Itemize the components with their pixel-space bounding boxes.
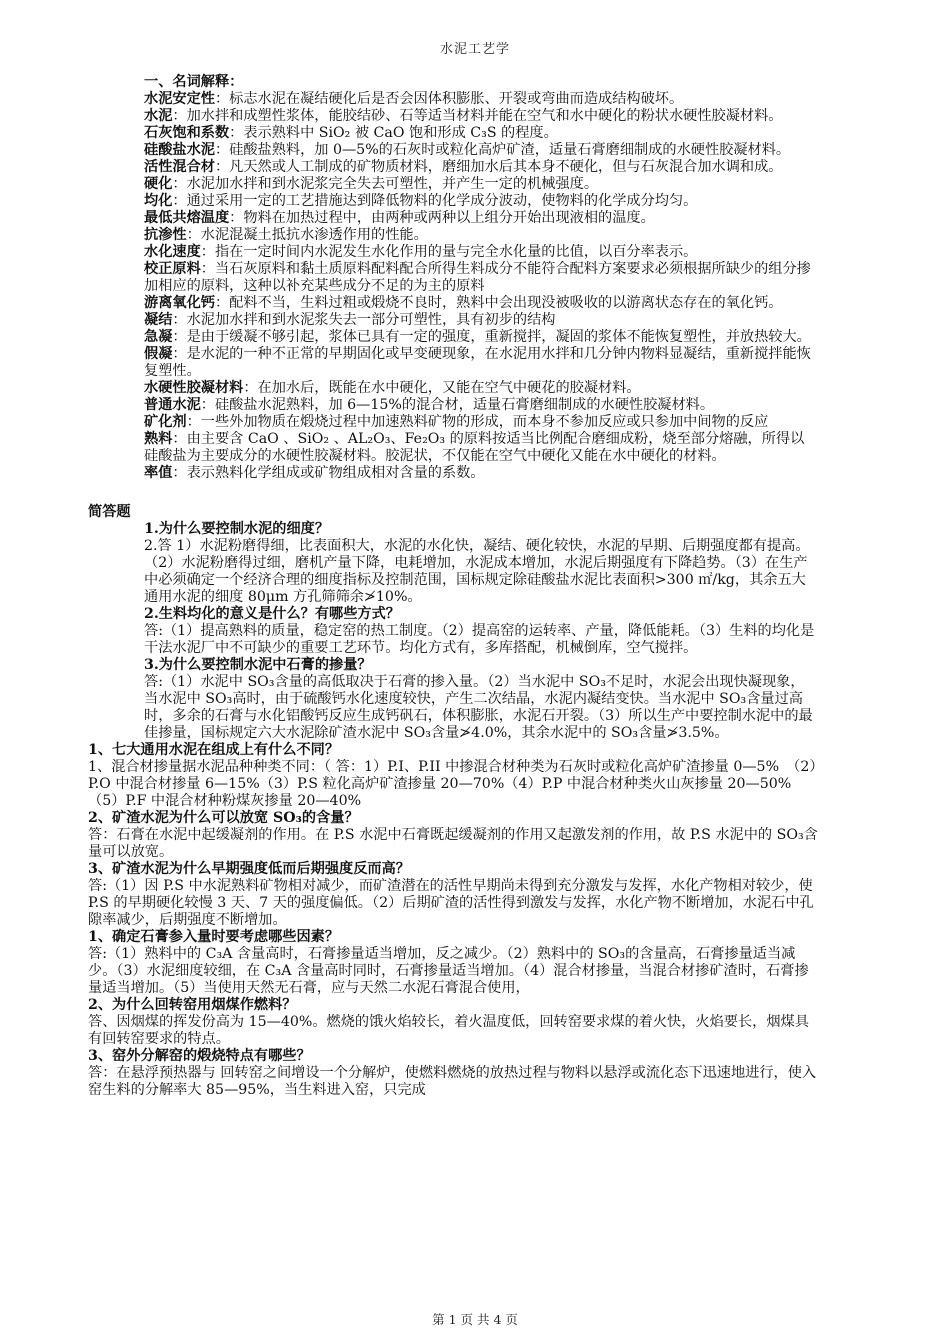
definition-item (144, 125, 818, 142)
definition-item (144, 312, 818, 329)
question: 3、矿渣水泥为什么早期强度低而后期强度反而高？ (88, 861, 410, 877)
answer: 答:（1）因 P.S 中水泥熟料矿物相对减少，而矿渣潜在的活性早期尚未得到充分激发与发挥，水化产物相对较少，使 P.S 的早期硬化较慢 3 天、7 天的强度偏低。（2）后期矿渣的活性得到激发与发挥，水化产物不断增加，水泥石中孔隙率减少，后期强度不断增加。 (88, 878, 814, 928)
answer: 1、混合材掺量据水泥品种种类不同：（ 答：1）P.I、P.II 中掺混合材种类为石灰时或粒化高炉矿渣掺量 0—5% （2）P.O 中混合材掺量 6—15%（3）P.S 粒化高炉矿渣掺量 20—70%（4）P.P 中混合材种类火山灰掺量 20—50% （5）P.F 中混合材种粉煤灰掺量 20—40% (88, 759, 817, 809)
definition-term: 水泥 (144, 108, 173, 124)
definition-term: 水化速度 (144, 244, 201, 260)
definition-item (144, 210, 818, 227)
glossary-section (88, 74, 818, 482)
definition-text: ：水泥加水拌和到水泥浆完全失去可塑性，并产生一定的机械强度。 (172, 176, 599, 192)
definition-item (144, 244, 818, 261)
question: 2、为什么回转窑用烟煤作燃料？ (88, 997, 297, 1013)
definition-text: ：一些外加物质在煅烧过程中加速熟料矿物的形成，而本身不参加反应或只参加中间物的反应 (186, 414, 769, 430)
definition-term: 矿化剂 (144, 414, 187, 430)
definition-item (144, 176, 818, 193)
definition-item (144, 295, 818, 312)
definition-term: 熟料 (144, 431, 173, 447)
definition-item (144, 227, 818, 244)
definition-text: ：由主要含 CaO 、SiO₂ 、AL₂O₃、Fe₂O₃ 的原料按适当比例配合磨细成粉，烧至部分熔融，所得以硅酸盐为主要成分的水硬性胶凝材料。胶泥状，不仅能在空气中硬化又能在水中硬化的材料。 (144, 431, 805, 464)
answer: 答、因烟煤的挥发份高为 15—40%。燃烧的饿火焰较长，着火温度低，回转窑要求煤的着火快，火焰要长，烟煤具有回转窑要求的特点。 (88, 1014, 809, 1047)
definition-term: 假凝 (144, 346, 173, 362)
definition-text: ：硅酸盐熟料，加 0—5%的石灰时或粒化高炉矿渣，适量石膏磨细制成的水硬性胶凝材料。 (214, 142, 791, 158)
definition-text: ：当石灰原料和黏土质原料配料配合所得生料成分不能符合配料方案要求必须根据所缺少的组分掺加相应的原料，这种以补充某些成分不足的为主的原料 (144, 261, 811, 294)
page-header: 水泥工艺学 (439, 42, 510, 57)
definition-text: ：在加水后，既能在水中硬化，又能在空气中硬花的胶凝材料。 (243, 380, 641, 396)
definition-item (144, 346, 818, 380)
definition-term: 抗渗性 (144, 227, 187, 243)
definition-term: 均化 (144, 193, 173, 209)
question: 2.生料均化的意义是什么？有哪些方式？ (144, 606, 400, 622)
definition-item (144, 159, 818, 176)
definition-term: 水泥安定性 (144, 91, 215, 107)
qa-list (88, 742, 818, 1099)
definition-term: 最低共熔温度 (144, 210, 230, 226)
definition-term: 率值 (144, 465, 173, 481)
definition-term: 硬化 (144, 176, 173, 192)
definition-text: ：凡天然或人工制成的矿物质材料，磨细加水后其本身不硬化，但与石灰混合加水调和成。 (214, 159, 783, 175)
definition-term: 硅酸盐水泥 (144, 142, 215, 158)
answer: 答：在悬浮预热器与 回转窑之间增设一个分解炉，使燃料燃烧的放热过程与物料以悬浮或流化态下迅速地进行，使入窑生料的分解率大 85—95%，当生料进入窑，只完成 (88, 1065, 817, 1098)
definition-item (144, 397, 818, 414)
definition-term: 普通水泥 (144, 397, 201, 413)
answer: 2.答 1）水泥粉磨得细，比表面积大，水泥的水化快，凝结、硬化较快，水泥的早期、后期强度都有提高。（2）水泥粉磨得过细，磨机产量下降，电耗增加，水泥成本增加，水泥后期强度有下降趋势。（3）在生产中必须确定一个经济合理的细度指标及控制范围，国标规定除硅酸盐水泥比表面积>300 ㎡/kg，其余五大通用水泥的细度 80μm 方孔筛筛余≯10%。 (144, 538, 810, 605)
definition-item (144, 414, 818, 431)
definition-text: ：标志水泥在凝结硬化后是否会因体积膨胀、开裂或弯曲而造成结构破坏。 (214, 91, 684, 107)
definition-item (144, 193, 818, 210)
answer: 答:（1）提高熟料的质量，稳定窑的热工制度。（2）提高窑的运转率、产量，降低能耗。（3）生料的均化是干法水泥厂中不可缺少的重要工艺环节。均化方式有，多库搭配，机械倒库，空气搅拌。 (144, 623, 815, 656)
document-body (88, 74, 818, 1099)
definition-list (144, 91, 818, 482)
answer: 答：石膏在水泥中起缓凝剂的作用。在 P.S 水泥中石膏既起缓凝剂的作用又起激发剂的作用，故 P.S 水泥中的 SO₃含量可以放宽。 (88, 827, 818, 860)
definition-text: ：硅酸盐水泥熟料，加 6—15%的混合材，适量石膏磨细制成的水硬性胶凝材料。 (200, 397, 715, 413)
question: 1、七大通用水泥在组成上有什么不同？ (88, 742, 340, 758)
question: 3.为什么要控制水泥中石膏的掺量？ (144, 657, 372, 673)
definition-item (144, 431, 818, 465)
definition-term: 活性混合材 (144, 159, 215, 175)
question: 2、矿渣水泥为什么可以放宽 SO₃的含量？ (88, 810, 359, 826)
definition-term: 凝结 (144, 312, 173, 328)
definition-item (144, 329, 818, 346)
definition-text: ：物料在加热过程中，由两种或两种以上组分开始出现液相的温度。 (229, 210, 655, 226)
definition-text: ：通过采用一定的工艺措施达到降低物料的化学成分波动，使物料的化学成分均匀。 (172, 193, 698, 209)
definition-item (144, 465, 818, 482)
answer: 答:（1）水泥中 SO₃含量的高低取决于石膏的掺入量。（2）当水泥中 SO₃不足时，水泥会出现快凝现象，当水泥中 SO₃高时，由于硫酸钙水化速度较快，产生二次结晶，水泥内凝结变快。当水泥中 SO₃含量过高时，多余的石膏与水化铝酸钙反应生成钙矾石，体积膨胀，水泥石开裂。（3）所以生产中要控制水泥中的最佳掺量，国标规定六大水泥除矿渣水泥中 SO₃含量≯4.0%，其余水泥中的 SO₃含量≯3.5%。 (144, 674, 813, 741)
definition-text: ：是水泥的一种不正常的早期固化或早变硬现象，在水泥用水拌和几分钟内物料显凝结，重新搅拌能恢复塑性。 (144, 346, 811, 379)
definition-item (144, 108, 818, 125)
definition-item (144, 261, 818, 295)
definition-term: 游离氧化钙 (144, 295, 215, 311)
definition-item (144, 380, 818, 397)
definition-term: 石灰饱和系数 (144, 125, 230, 141)
definition-term: 水硬性胶凝材料 (144, 380, 244, 396)
definition-text: ：水泥加水拌和到水泥浆失去一部分可塑性，具有初步的结构 (172, 312, 556, 328)
definition-text: ：表示熟料化学组成或矿物组成相对含量的系数。 (172, 465, 485, 481)
definition-text: ：指在一定时间内水泥发生水化作用的量与完全水化量的比值，以百分率表示。 (200, 244, 698, 260)
question: 1.为什么要控制水泥的细度？ (144, 521, 330, 537)
page-footer: 第 1 页 共 4 页 (432, 1312, 518, 1327)
definition-text: ：配料不当，生料过粗或煅烧不良时，熟料中会出现没被吸收的以游离状态存在的氧化钙。 (214, 295, 783, 311)
definition-text: ：水泥混凝土抵抗水渗透作用的性能。 (186, 227, 428, 243)
definition-text: ：表示熟料中 SiO₂ 被 CaO 饱和形成 C₃S 的程度。 (229, 125, 558, 141)
definition-text: ：是由于缓凝不够引起，浆体已具有一定的强度，重新搅拌，凝固的浆体不能恢复塑性，并放热较大。 (172, 329, 811, 345)
definition-term: 校正原料 (144, 261, 201, 277)
definition-item (144, 91, 818, 108)
definition-text: ：加水拌和成塑性浆体，能胶结砂、石等适当材料并能在空气和水中硬化的粉状水硬性胶凝材料。 (172, 108, 783, 124)
answer: 答:（1）熟料中的 C₃A 含量高时，石膏掺量适当增加，反之减少。（2）熟料中的 SO₃的含量高，石膏掺量适当减少。（3）水泥细度较细，在 C₃A 含量高时同时，石膏掺量适当增加。（4）混合材掺量，当混合材掺矿渣时，石膏掺量适当增加。（5）当使用天然无石膏，应与天然二水泥石膏混合使用， (88, 946, 809, 996)
short-answer-title: 简答题 (88, 504, 131, 520)
question: 3、窑外分解窑的煅烧特点有哪些？ (88, 1048, 311, 1064)
section-title: 一、名词解释： (144, 74, 244, 90)
indented-qa-list (88, 521, 818, 742)
question: 1、确定石膏参入量时要考虑哪些因素？ (88, 929, 340, 945)
definition-item (144, 142, 818, 159)
definition-term: 急凝 (144, 329, 173, 345)
